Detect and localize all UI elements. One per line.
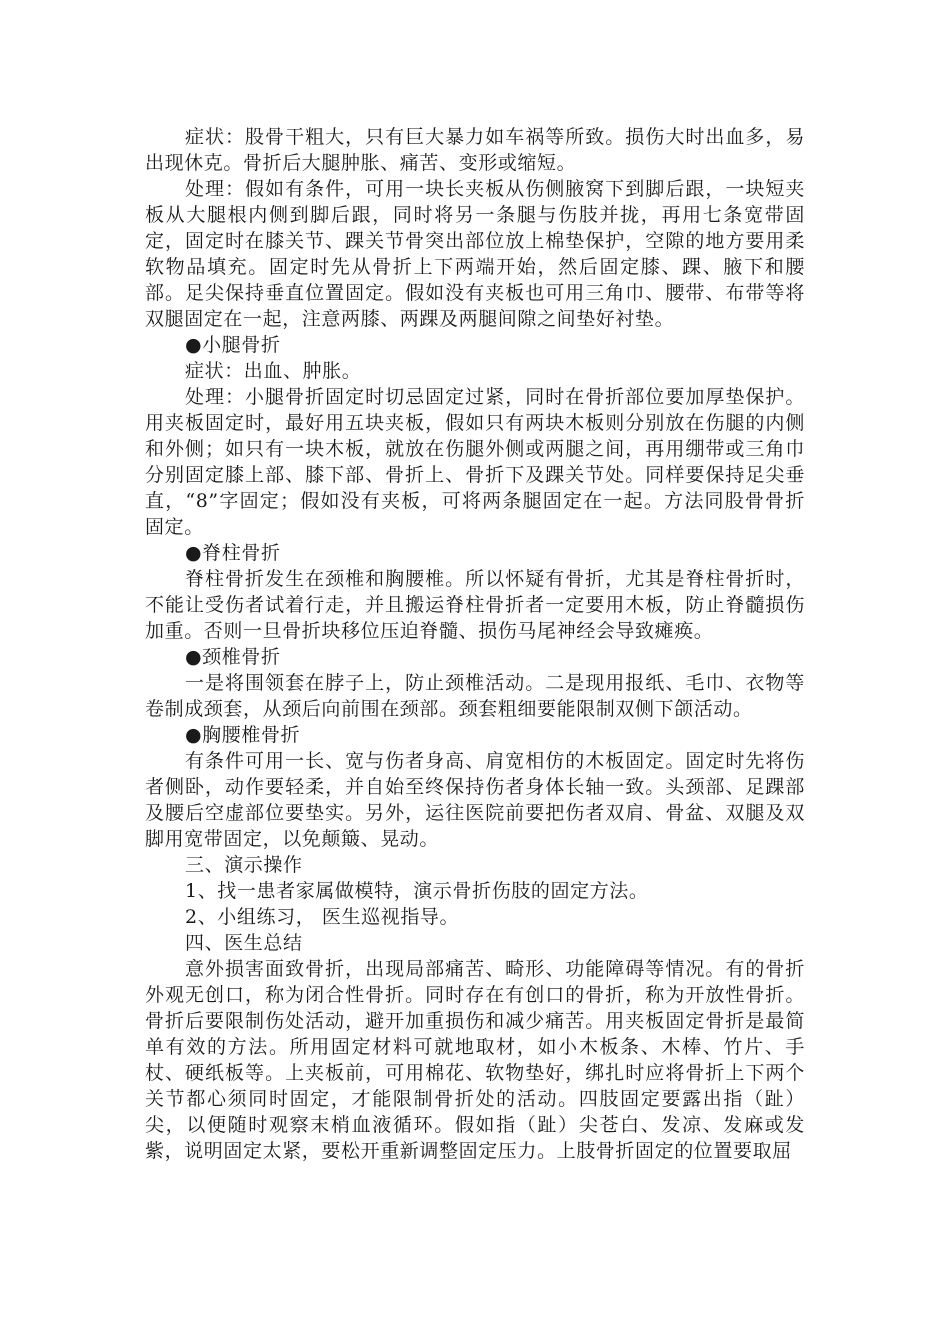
spine-fracture-paragraph: 脊柱骨折发生在颈椎和胸腰椎。所以怀疑有骨折，尤其是脊柱骨折时，不能让受伤者试着行走，并且搬运脊柱骨折者一定要用木板，防止脊髓损伤加重。否则一旦骨折块移位压迫脊髓、损伤马尾神经会导致瘫痪。 — [145, 568, 805, 642]
demonstration-step-1: 1、找一患者家属做模特，演示骨折伤肢的固定方法。 — [185, 880, 649, 902]
symptom-paragraph-femur: 症状：股骨干粗大，只有巨大暴力如车祸等所致。损伤大时出血多，易出现休克。骨折后大腿肿胀、痛苦、变形或缩短。 — [145, 126, 805, 174]
section-heading-doctor-summary: 四、医生总结 — [185, 932, 303, 954]
doctor-summary-paragraph: 意外损害面致骨折，出现局部痛苦、畸形、功能障碍等情况。有的骨折外观无创口，称为闭合性骨折。同时存在有创口的骨折，称为开放性骨折。骨折后要限制伤处活动，避开加重损伤和减少痛苦。用夹板固定骨折是最简单有效的方法。所用固定材料可就地取材，如小木板条、木棒、竹片、手杖、硬纸板等。上夹板前，可用棉花、软物垫好，绑扎时应将骨折上下两个关节都心须同时固定，才能限制骨折处的活动。四肢固定要露出指（趾）尖，以便随时观察末梢血液循环。假如指（趾）尖苍白、发凉、发麻或发紫，说明固定太紧，要松开重新调整固定压力。上肢骨折固定的位置要取屈 — [145, 958, 805, 1162]
heading-spine-fracture: ●脊柱骨折 — [185, 542, 281, 564]
treatment-paragraph-femur: 处理：假如有条件，可用一块长夹板从伤侧腋窝下到脚后跟，一块短夹板从大腿根内侧到脚后跟，同时将另一条腿与伤肢并拢，再用七条宽带固定，固定时在膝关节、踝关节骨突出部位放上棉垫保护，空隙的地方要用柔软物品填充。固定时先从骨折上下两端开始，然后固定膝、踝、腋下和腰部。足尖保持垂直位置固定。假如没有夹板也可用三角巾、腰带、布带等将双腿固定在一起，注意两膝、两踝及两腿间隙之间垫好衬垫。 — [145, 178, 805, 330]
heading-thoracolumbar-fracture: ●胸腰椎骨折 — [185, 724, 301, 746]
treatment-paragraph-lower-leg: 处理：小腿骨折固定时切忌固定过紧，同时在骨折部位要加厚垫保护。用夹板固定时，最好用五块夹板，假如只有两块木板则分别放在伤腿的内侧和外侧；如只有一块木板，就放在伤腿外侧或两腿之间，再用绷带或三角巾分别固定膝上部、膝下部、骨折上、骨折下及踝关节处。同样要保持足尖垂直，“8”字固定；假如没有夹板，可将两条腿固定在一起。方法同股骨骨折固定。 — [145, 386, 805, 538]
section-heading-demonstration: 三、演示操作 — [185, 854, 303, 876]
heading-cervical-fracture: ●颈椎骨折 — [185, 646, 281, 668]
heading-lower-leg-fracture: ●小腿骨折 — [185, 334, 281, 356]
cervical-fracture-paragraph: 一是将围领套在脖子上，防止颈椎活动。二是现用报纸、毛巾、衣物等卷制成颈套，从颈后向前围在颈部。颈套粗细要能限制双侧下颌活动。 — [145, 672, 805, 720]
thoracolumbar-fracture-paragraph: 有条件可用一长、宽与伤者身高、肩宽相仿的木板固定。固定时先将伤者侧卧，动作要轻柔，并自始至终保持伤者身体长轴一致。头颈部、足踝部及腰后空虚部位要垫实。另外，运往医院前要把伤者双肩、骨盆、双腿及双脚用宽带固定，以免颠簸、晃动。 — [145, 750, 805, 850]
document-page — [145, 124, 805, 1164]
demonstration-step-2: 2、小组练习， 医生巡视指导。 — [185, 906, 460, 928]
symptom-paragraph-lower-leg: 症状：出血、肿胀。 — [185, 360, 362, 382]
